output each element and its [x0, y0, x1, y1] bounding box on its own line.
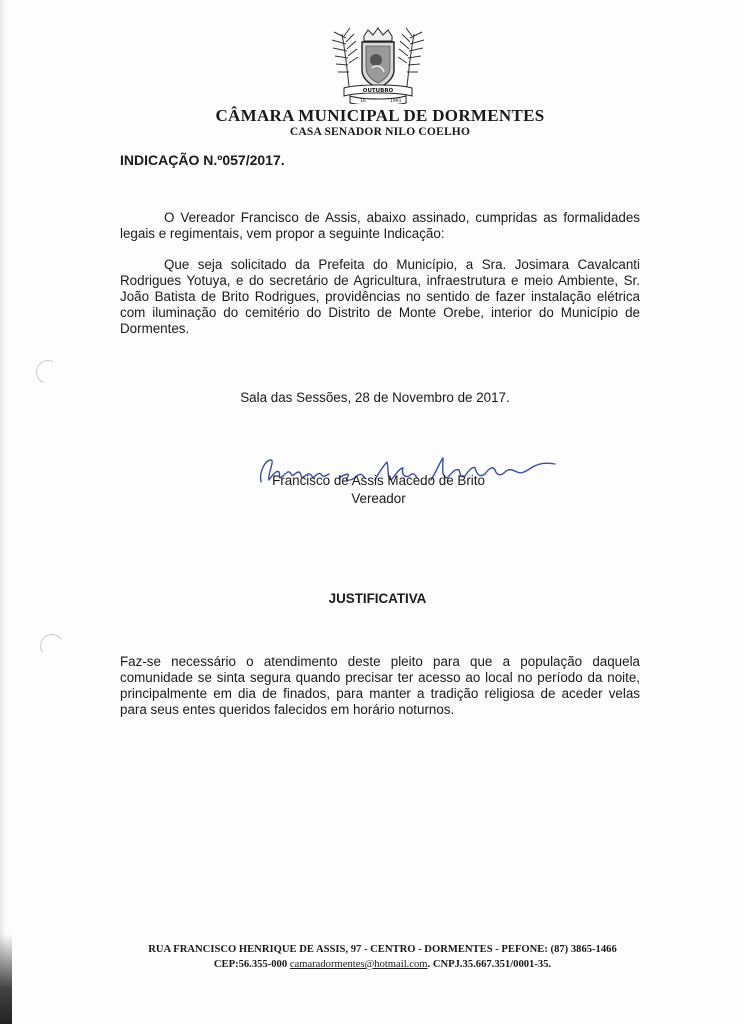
municipal-crest-logo — [328, 26, 428, 104]
crest-ribbon-text: OUTUBRO — [362, 88, 394, 94]
document-number: INDICAÇÃO N.º057/2017. — [120, 152, 285, 168]
scan-corner-shadow — [0, 934, 12, 1024]
justification-heading: JUSTIFICATIVA — [328, 591, 427, 606]
place-date: Sala das Sessões, 28 de Novembro de 2017. — [240, 390, 510, 405]
crest-year: 1991 — [390, 99, 402, 104]
scan-page-edge — [0, 0, 6, 1024]
institution-subtitle: CASA SENADOR NILO COELHO — [289, 126, 471, 138]
punch-hole-mark — [33, 357, 64, 388]
signer-role: Vereador — [351, 491, 406, 506]
intro-paragraph: O Vereador Francisco de Assis, abaixo assinado, cumpridas as formalidades legais e regimentais, vem propor a seguinte Indicação: — [120, 210, 640, 241]
punch-hole-mark — [38, 632, 66, 660]
signer-name: Francisco de Assis Macedo de Brito — [272, 473, 485, 488]
footer-contact — [0, 959, 745, 970]
footer-cep: CEP:56.355-000 — [213, 959, 288, 970]
footer-cnpj: . CNPJ.35.667.351/0001-35. — [427, 959, 552, 970]
footer-email-link[interactable]: camaradormentes@hotmail.com — [289, 959, 428, 970]
handwritten-signature — [255, 446, 575, 496]
request-paragraph: Que seja solicitado da Prefeita do Município, a Sra. Josimara Cavalcanti Rodrigues Yotuya, e do secretário de Agricultura, infraestrutura e meio Ambiente, Sr. João Batista de Brito Rodrigues, providências no sentido de fazer instalação elétrica com iluminação do cemitério do Distrito de Monte Orebe, interior do Município de Dormentes. — [120, 257, 640, 336]
footer-address: RUA FRANCISCO HENRIQUE DE ASSIS, 97 - CENTRO - DORMENTES - PEFONE: (87) 3865-1466 — [148, 944, 617, 955]
crest-day: 16 — [360, 99, 366, 104]
justification-paragraph: Faz-se necessário o atendimento deste pleito para que a população daquela comunidade se sinta segura quando precisar ter acesso ao local no período da noite, principalmente em dia de finados, para manter a tradição religiosa de aceder velas para seus entes queridos falecidos em horário noturnos. — [120, 654, 640, 717]
institution-title: CÂMARA MUNICIPAL DE DORMENTES — [215, 106, 545, 125]
